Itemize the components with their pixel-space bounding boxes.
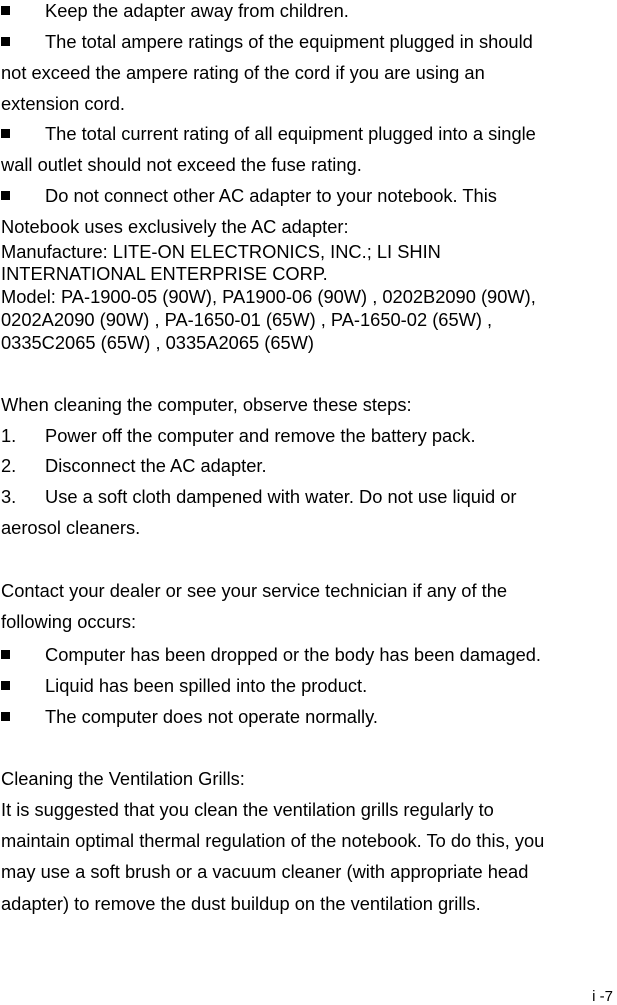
page-number: i -7 [592, 988, 613, 1005]
dealer-item: Liquid has been spilled into the product. [45, 675, 368, 696]
square-bullet-icon [1, 191, 10, 200]
cleaning-intro: When cleaning the computer, observe these steps: [1, 394, 412, 415]
adapter-line: Model: PA-1900-05 (90W), PA1900-06 (90W) , 0202B2090 (90W), [1, 286, 536, 307]
ventilation-text: It is suggested that you clean the ventilation grills regularly to [1, 799, 494, 820]
adapter-line: 0202A2090 (90W) , PA-1650-01 (65W) , PA-1650-02 (65W) , [1, 309, 493, 330]
step-number: 1. [1, 425, 17, 446]
ventilation-text: adapter) to remove the dust buildup on the ventilation grills. [1, 893, 481, 914]
square-bullet-icon [1, 681, 10, 690]
bullet-text: The total ampere ratings of the equipment plugged in should [45, 31, 533, 52]
step-text: Disconnect the AC adapter. [45, 455, 267, 476]
dealer-item: The computer does not operate normally. [45, 706, 378, 727]
step-number: 3. [1, 486, 17, 507]
dealer-item: Computer has been dropped or the body has been damaged. [45, 644, 541, 665]
bullet-text: wall outlet should not exceed the fuse rating. [1, 154, 362, 175]
bullet-text: Do not connect other AC adapter to your notebook. This [45, 185, 497, 206]
step-text: Use a soft cloth dampened with water. Do not use liquid or [45, 486, 517, 507]
adapter-line: 0335C2065 (65W) , 0335A2065 (65W) [1, 332, 314, 353]
bullet-text: Keep the adapter away from children. [45, 0, 349, 21]
square-bullet-icon [1, 650, 10, 659]
ventilation-text: may use a soft brush or a vacuum cleaner (with appropriate head [1, 861, 529, 882]
bullet-text: The total current rating of all equipment plugged into a single [45, 123, 536, 144]
step-text: Power off the computer and remove the battery pack. [45, 425, 476, 446]
bullet-text: extension cord. [1, 93, 125, 114]
dealer-intro: following occurs: [1, 611, 137, 632]
square-bullet-icon [1, 6, 10, 15]
adapter-line: Manufacture: LITE-ON ELECTRONICS, INC.; LI SHIN [1, 241, 441, 262]
ventilation-text: maintain optimal thermal regulation of the notebook. To do this, you [1, 830, 545, 851]
step-text: aerosol cleaners. [1, 517, 141, 538]
step-number: 2. [1, 455, 17, 476]
square-bullet-icon [1, 129, 10, 138]
adapter-line: INTERNATIONAL ENTERPRISE CORP. [1, 263, 328, 284]
square-bullet-icon [1, 37, 10, 46]
dealer-intro: Contact your dealer or see your service technician if any of the [1, 580, 508, 601]
ventilation-heading: Cleaning the Ventilation Grills: [1, 768, 245, 789]
bullet-text: not exceed the ampere rating of the cord if you are using an [1, 62, 485, 83]
adapter-line: Notebook uses exclusively the AC adapter: [1, 216, 349, 237]
square-bullet-icon [1, 712, 10, 721]
